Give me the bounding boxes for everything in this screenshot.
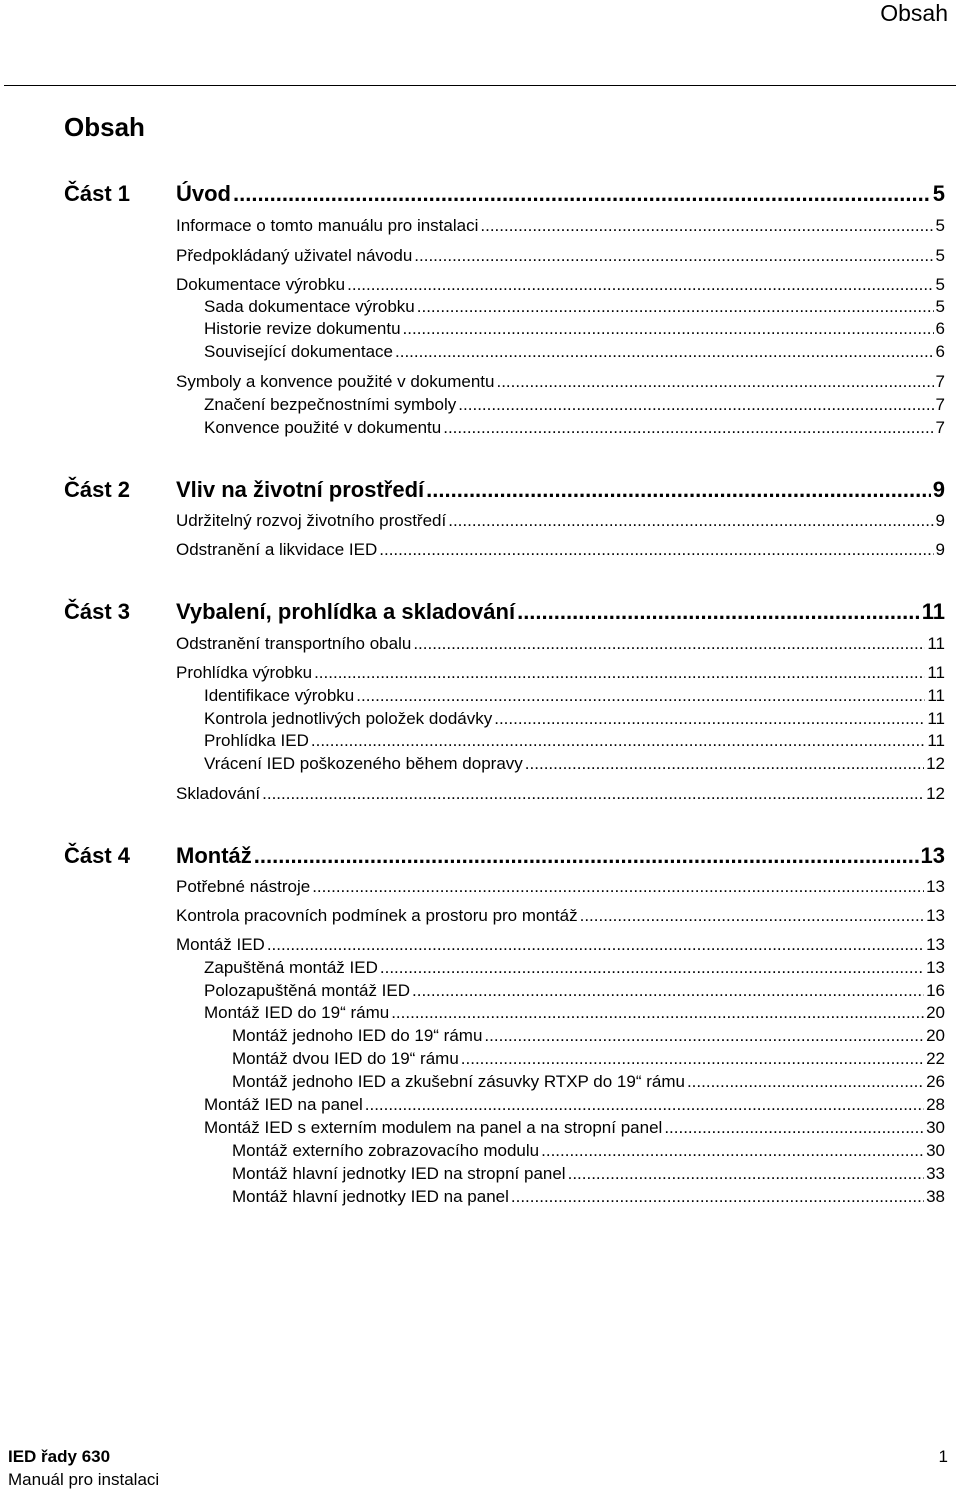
running-header: Obsah [880, 0, 948, 26]
toc-entry[interactable]: Identifikace výrobku ..... 11 [204, 686, 945, 706]
toc-entry[interactable]: Informace o tomto manuálu pro instalaci ..... 5 [176, 216, 945, 236]
toc-entry[interactable]: Symboly a konvence použité v dokumentu ..... 7 [176, 372, 945, 392]
toc-entry[interactable]: Vliv na životní prostředí ..... 9 [176, 478, 945, 502]
toc-entry[interactable]: Montáž dvou IED do 19“ rámu ..... 22 [232, 1049, 945, 1069]
toc-entry[interactable]: Prohlídka výrobku ..... 11 [176, 663, 945, 683]
toc-entry[interactable]: Montáž jednoho IED do 19“ rámu ..... 20 [232, 1026, 945, 1046]
toc-entry[interactable]: Zapuštěná montáž IED ..... 13 [204, 958, 945, 978]
toc-entry[interactable]: Udržitelný rozvoj životního prostředí ..... 9 [176, 511, 945, 531]
footer-document: Manuál pro instalaci [8, 1470, 160, 1489]
part-label-4: Část 4 [64, 843, 131, 868]
part-label-1: Část 1 [64, 181, 131, 206]
toc-entry[interactable]: Kontrola jednotlivých položek dodávky ..... 11 [204, 709, 945, 729]
toc-entry[interactable]: Montáž IED do 19“ rámu ..... 20 [204, 1003, 945, 1023]
toc-entry[interactable]: Značení bezpečnostními symboly ..... 7 [204, 395, 945, 415]
toc-entry[interactable]: Vybalení, prohlídka a skladování ..... 11 [176, 600, 945, 624]
footer-page-number: 1 [938, 1447, 948, 1466]
toc-entry[interactable]: Úvod ..... 5 [176, 182, 945, 206]
toc-entry[interactable]: Konvence použité v dokumentu ..... 7 [204, 418, 945, 438]
toc-entry[interactable]: Odstranění a likvidace IED ..... 9 [176, 540, 945, 560]
toc-entry[interactable]: Montáž IED s externím modulem na panel a na stropní panel ..... 30 [204, 1118, 945, 1138]
footer-product: IED řady 630 [8, 1447, 111, 1466]
part-label-3: Část 3 [64, 599, 131, 624]
toc-entry[interactable]: Montáž hlavní jednotky IED na stropní panel ..... 33 [232, 1164, 945, 1184]
toc-entry[interactable]: Skladování ..... 12 [176, 784, 945, 804]
header-rule [4, 85, 956, 86]
toc-entry[interactable]: Dokumentace výrobku ..... 5 [176, 275, 945, 295]
toc-entry[interactable]: Související dokumentace ..... 6 [204, 342, 945, 362]
toc-title: Obsah [64, 112, 145, 142]
toc-entry[interactable]: Polozapuštěná montáž IED ..... 16 [204, 981, 945, 1001]
toc-entry[interactable]: Montáž externího zobrazovacího modulu ..... 30 [232, 1141, 945, 1161]
toc-entry[interactable]: Montáž IED ..... 13 [176, 935, 945, 955]
toc-entry[interactable]: Potřebné nástroje ..... 13 [176, 877, 945, 897]
toc-entry[interactable]: Prohlídka IED ..... 11 [204, 731, 945, 751]
part-label-2: Část 2 [64, 477, 131, 502]
toc-entry[interactable]: Předpokládaný uživatel návodu ..... 5 [176, 246, 945, 266]
toc-entry[interactable]: Vrácení IED poškozeného během dopravy ..... 12 [204, 754, 945, 774]
toc-entry[interactable]: Sada dokumentace výrobku ..... 5 [204, 297, 945, 317]
toc-entry[interactable]: Montáž IED na panel ..... 28 [204, 1095, 945, 1115]
toc-entry[interactable]: Odstranění transportního obalu ..... 11 [176, 634, 945, 654]
toc-entry[interactable]: Kontrola pracovních podmínek a prostoru pro montáž ..... 13 [176, 906, 945, 926]
toc-entry[interactable]: Historie revize dokumentu ..... 6 [204, 319, 945, 339]
toc-entry[interactable]: Montáž ..... 13 [176, 844, 945, 868]
toc-entry[interactable]: Montáž jednoho IED a zkušební zásuvky RTXP do 19“ rámu ..... 26 [232, 1072, 945, 1092]
toc-entry[interactable]: Montáž hlavní jednotky IED na panel ..... 38 [232, 1187, 945, 1207]
